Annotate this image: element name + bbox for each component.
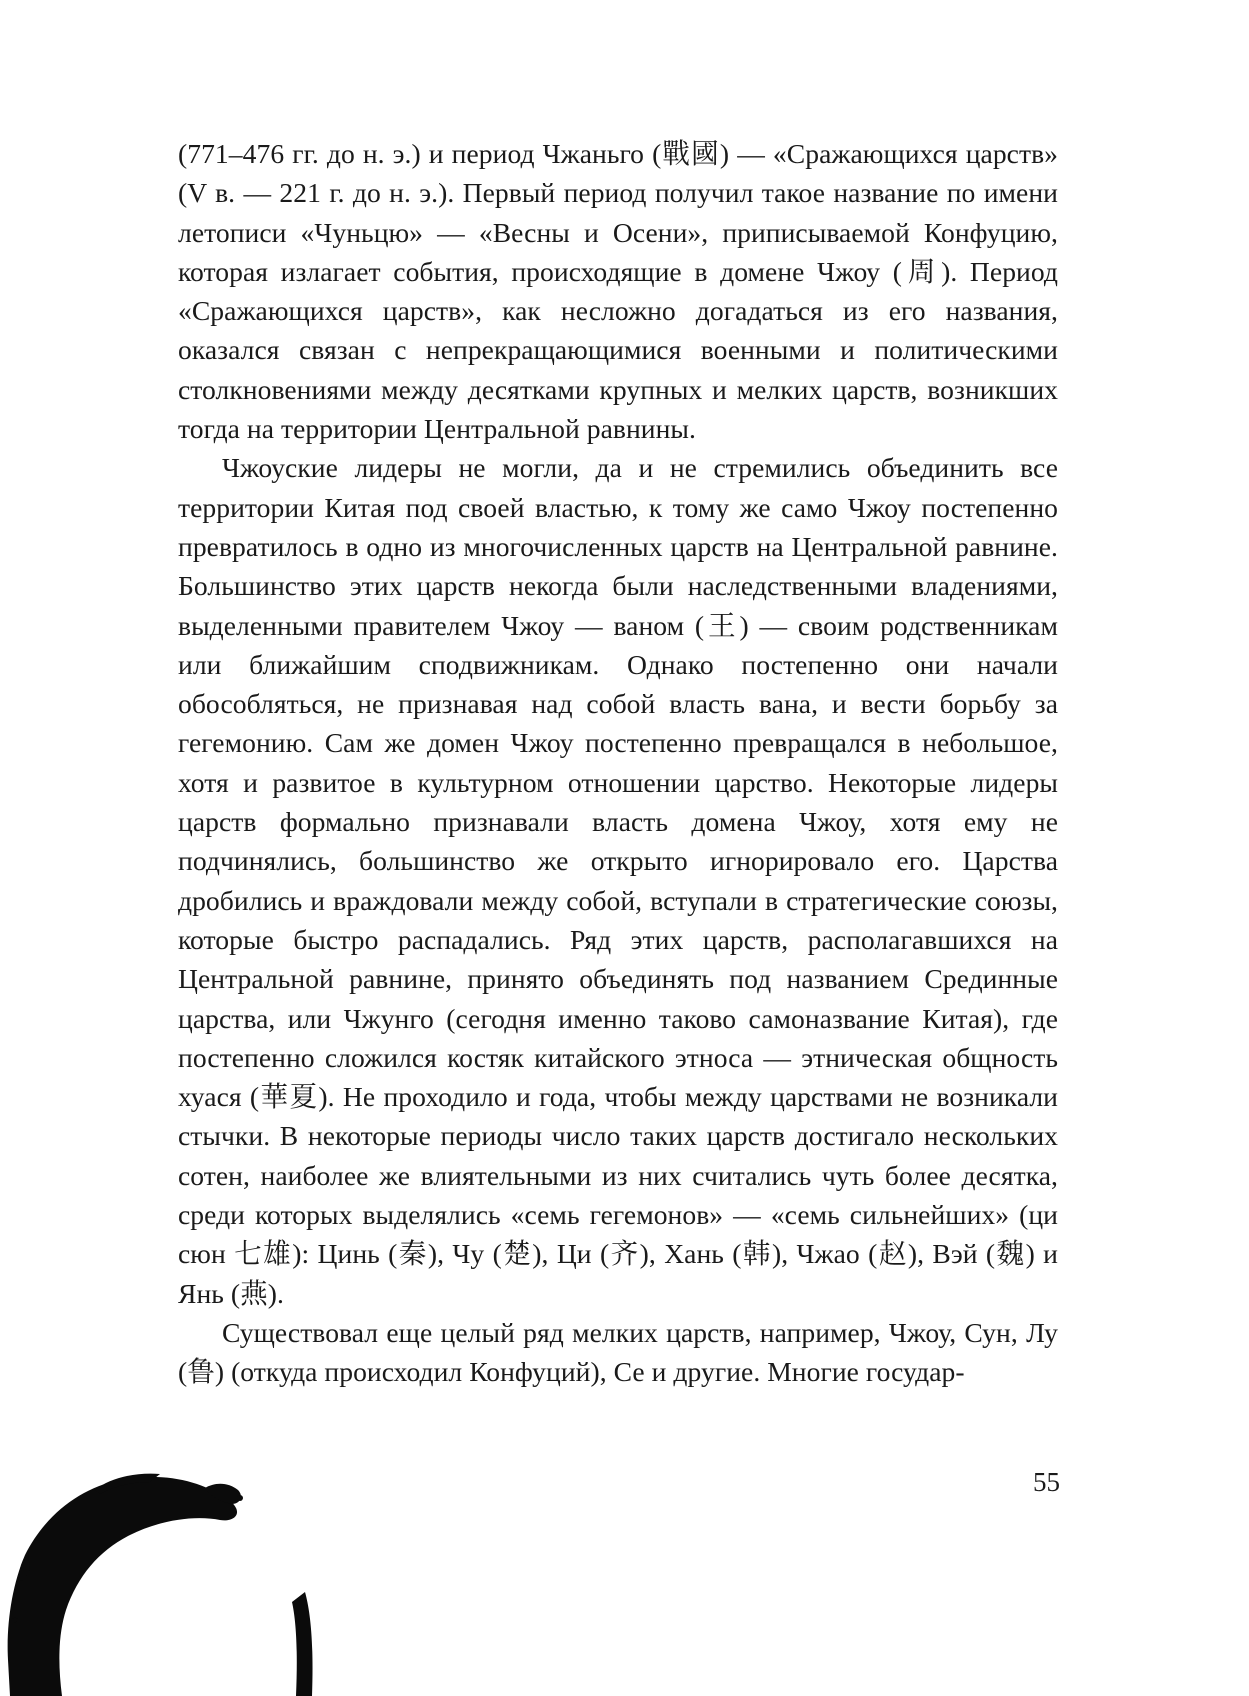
body-text <box>178 134 1058 1392</box>
paragraph-1: (771–476 гг. до н. э.) и период Чжаньго (戰國) — «Сражающихся царств» (V в. — 221 г. до н. э.). Первый период получил такое название по имени летописи «Чуньцю» — «Весны и Осени», приписываемой Конфуцию, которая излагает события, происходящие в домене Чжоу (周). Период «Сражающихся царств», как несложно догадаться из его названия, оказался связан с непрекращающимися военными и политическими столкновениями между десятками крупных и мелких царств, возникших тогда на территории Центральной равнины. <box>178 138 1058 445</box>
page-number: 55 <box>1033 1467 1060 1497</box>
paragraph-3: Существовал еще целый ряд мелких царств, например, Чжоу, Сун, Лу (鲁) (откуда происходил Конфуций), Се и другие. Многие государ- <box>178 1316 1058 1388</box>
paragraph-2: Чжоуские лидеры не могли, да и не стремились объединить все территории Китая под своей властью, к тому же само Чжоу постепенно превратилось в одно из многочисленных царств на Центральной равнине. Большинство этих царств некогда были наследственными владениями, выделенными правителем Чжоу — ваном (王) — своим родственникам или ближайшим сподвижникам. Однако постепенно они начали обособляться, не признавая над собой власть вана, и вести борьбу за гегемонию. Сам же домен Чжоу постепенно превращался в небольшое, хотя и развитое в культурном отношении царство. Некоторые лидеры царств формально признавали власть домена Чжоу, хотя ему не подчинялись, большинство же открыто игнорировало его. Царства дробились и враждовали между собой, вступали в стратегические союзы, которые быстро распадались. Ряд этих царств, располагавшихся на Центральной равнине, принято объединять под названием Срединные царства, или Чжунго (сегодня именно таково самоназвание Китая), где постепенно сложился костяк китайского этноса — этническая общность хуася (華夏). Не проходило и года, чтобы между царствами не возникали стычки. В некоторые периоды число таких царств достигало нескольких сотен, наиболее же влиятельными из них считались чуть более десятка, среди которых выделялись «семь гегемонов» — «семь сильнейших» (ци сюн 七雄): Цинь (秦), Чу (楚), Ци (齐), Хань (韩), Чжао (赵), Вэй (魏) и Янь (燕). <box>178 452 1058 1309</box>
enso-brush-icon <box>0 1420 320 1696</box>
